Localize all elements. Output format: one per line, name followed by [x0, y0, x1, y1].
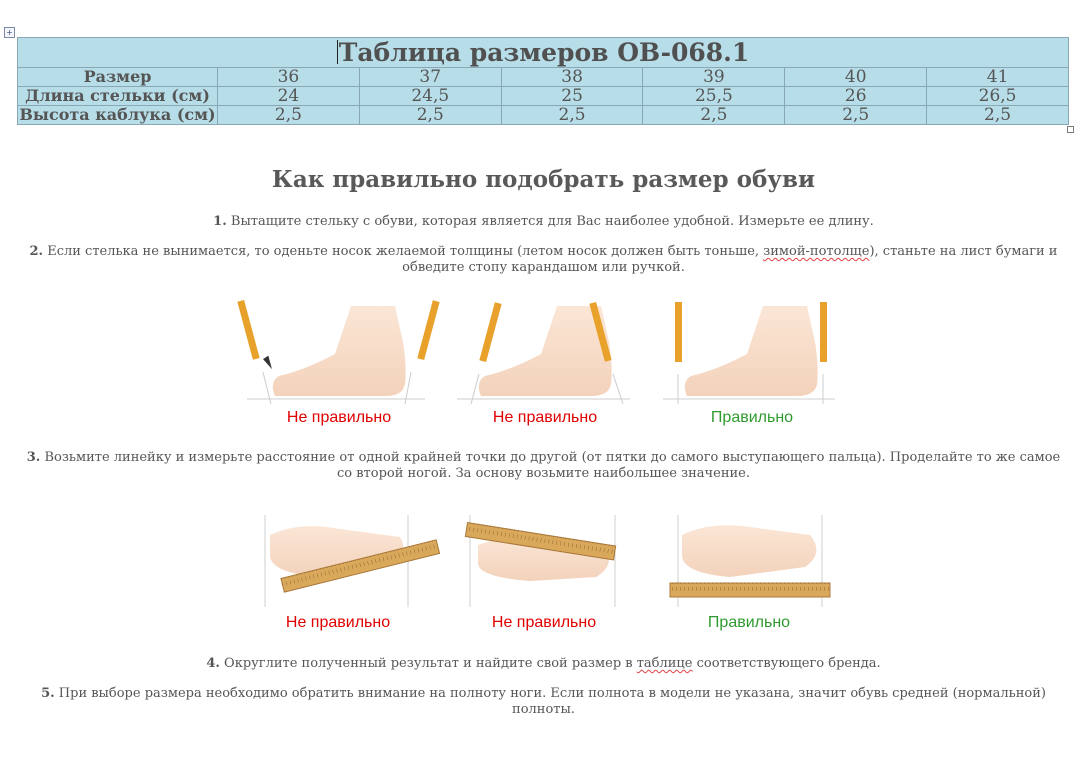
table-cell: 2,5: [643, 106, 785, 125]
spellcheck-word: таблице: [636, 656, 693, 671]
table-cell: 26,5: [927, 87, 1069, 106]
table-row: [18, 106, 1069, 125]
table-cell: 39: [643, 68, 785, 87]
text-cursor: [337, 40, 338, 64]
pencil-tracing-figure: [235, 292, 845, 412]
table-cell: 38: [501, 68, 643, 87]
guide-heading: Как правильно подобрать размер обуви: [271, 166, 816, 193]
step-5: 5. При выборе размера необходимо обратить внимание на полноту ноги. Если полнота в модели не указана, значит обувь средней (нормальной) полноты.: [41, 686, 1046, 717]
row-label: Размер: [18, 68, 218, 87]
row-label: Длина стельки (см): [18, 87, 218, 106]
size-table-title: Таблица размеров OB-068.1: [18, 38, 1069, 68]
table-cell: 41: [927, 68, 1069, 87]
caption-wrong: Не правильно: [286, 409, 392, 426]
caption-right: Правильно: [707, 614, 791, 631]
ruler-measure-figure: [260, 515, 860, 610]
table-cell: 40: [785, 68, 927, 87]
caption-wrong: Не правильно: [491, 614, 597, 631]
table-cell: 2,5: [785, 106, 927, 125]
table-cell: 37: [359, 68, 501, 87]
row-label: Высота каблука (см): [19, 105, 216, 124]
table-cell: 25,5: [643, 87, 785, 106]
foot-icon: [682, 525, 816, 577]
pencil-icon: [405, 300, 440, 404]
foot-icon: [247, 306, 425, 399]
table-row: [18, 68, 1069, 87]
step-3: 3. Возьмите линейку и измерьте расстояние от одной крайней точки до другой (от пятки до самого выступающего пальца). Проделайте то же самое со второй ногой. За основу возьмите наибольшее значение.: [26, 450, 1061, 481]
table-move-handle-icon[interactable]: +: [4, 27, 15, 38]
pencil-icon: [820, 302, 827, 404]
table-row: [18, 87, 1069, 106]
step-4: 4. Округлите полученный результат и найдите свой размер в таблице соответствующего бренда.: [206, 656, 881, 671]
table-cell: 26: [785, 87, 927, 106]
table-cell: 25: [501, 87, 643, 106]
spellcheck-word: зимой-потолще: [763, 244, 870, 259]
step-2: 2. Если стелька не вынимается, то оденьте носок желаемой толщины (летом носок должен быть тоньше, зимой-потолще), станьте на лист бумаги и обведите стопу карандашом или ручкой.: [29, 244, 1058, 275]
ruler-icon: [670, 583, 830, 597]
pencil-icon: [237, 300, 272, 404]
table-cell: 2,5: [501, 106, 643, 125]
table-cell: 24,5: [359, 87, 501, 106]
table-cell: 24: [218, 87, 360, 106]
table-cell: 2,5: [927, 106, 1069, 125]
table-resize-handle-icon[interactable]: [1067, 126, 1074, 133]
size-table: [17, 37, 1069, 125]
caption-wrong: Не правильно: [285, 614, 391, 631]
caption-right: Правильно: [710, 409, 794, 426]
table-cell: 36: [218, 68, 360, 87]
foot-icon: [663, 306, 835, 399]
pencil-icon: [675, 302, 682, 404]
caption-wrong: Не правильно: [492, 409, 598, 426]
step-1: 1. Вытащите стельку с обуви, которая является для Вас наиболее удобной. Измерьте ее длину.: [213, 214, 874, 229]
table-cell: 2,5: [218, 106, 360, 125]
table-cell: 2,5: [359, 106, 501, 125]
